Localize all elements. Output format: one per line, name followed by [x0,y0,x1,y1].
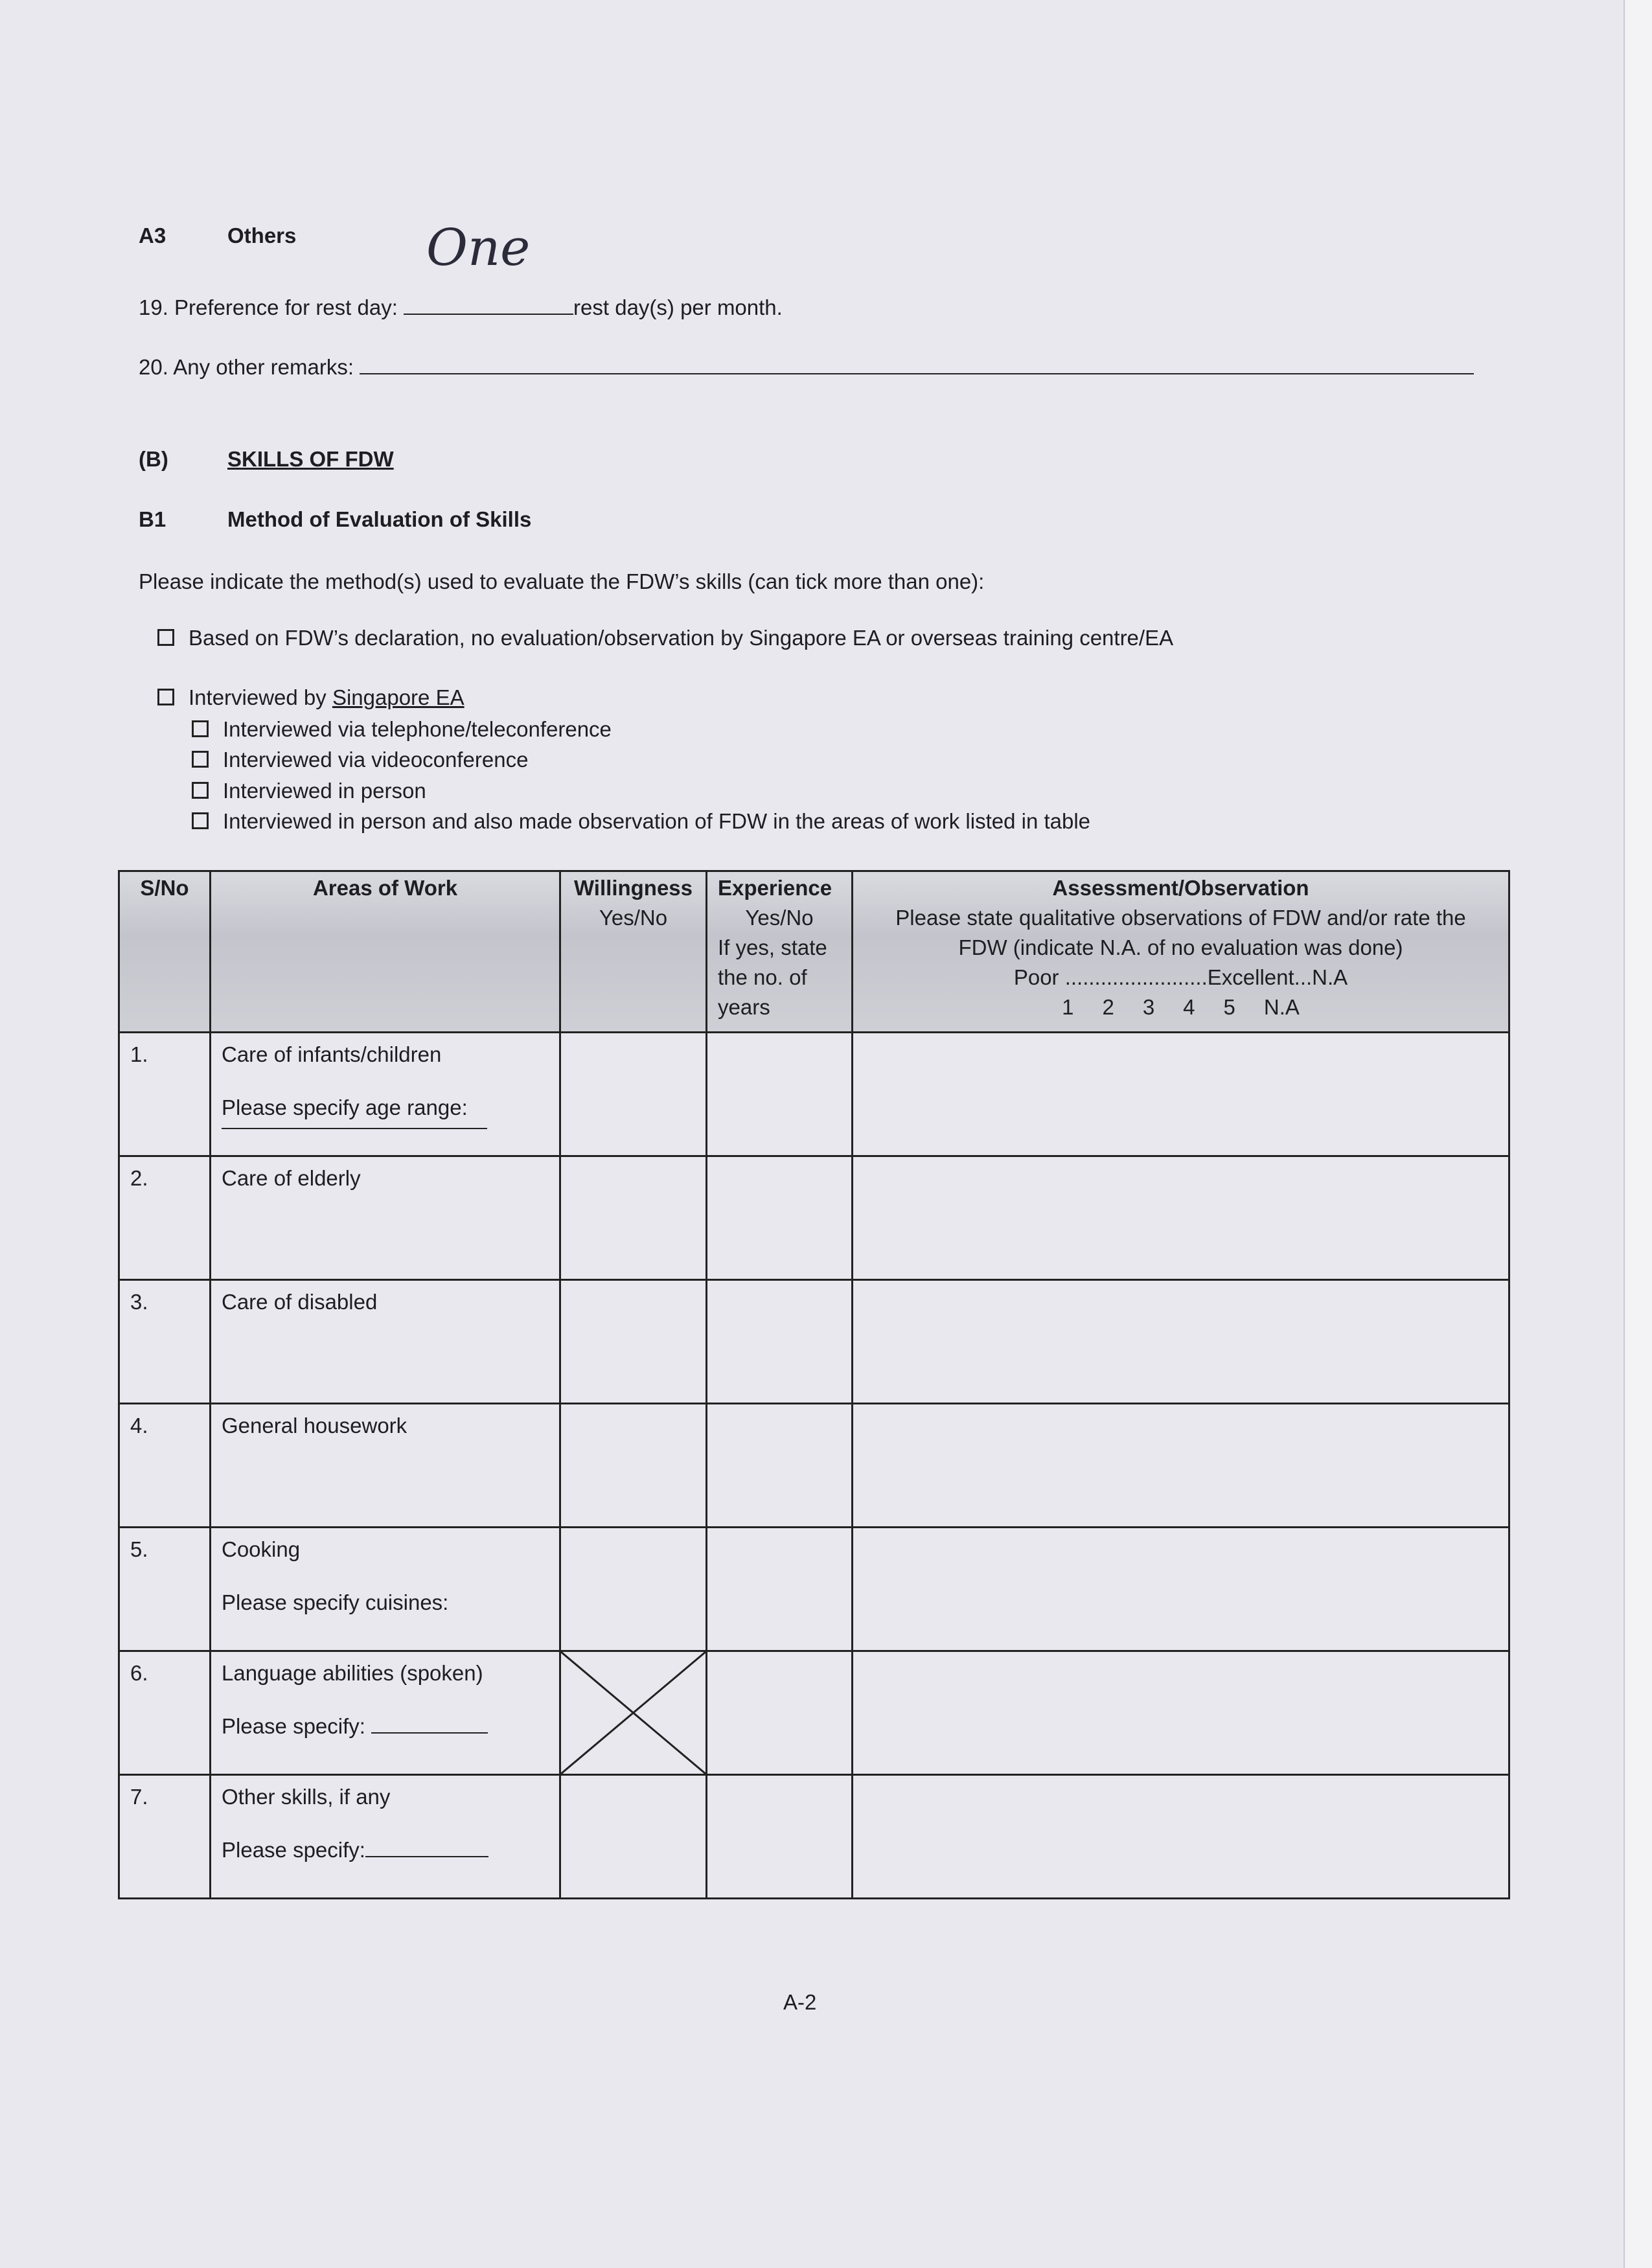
willingness-cell[interactable] [560,1033,707,1156]
assessment-cell[interactable] [853,1775,1509,1899]
interviewed-checkbox[interactable] [157,689,174,705]
rating-scale: 1 2 3 4 5 N.A [1062,995,1300,1019]
experience-cell[interactable] [707,1651,853,1775]
option-interviewed[interactable] [157,685,465,710]
header-areas: Areas of Work [211,871,560,1033]
section-b-title: SKILLS OF FDW [227,447,394,471]
area-of-work: Cooking Please specify cuisines: [211,1528,560,1651]
area-of-work: General housework [211,1404,560,1528]
sub-option-in-person-observation[interactable] [192,809,1090,834]
row-number: 2. [119,1156,211,1280]
willingness-cell[interactable] [560,1280,707,1404]
row-number: 5. [119,1528,211,1651]
assessment-cell[interactable] [853,1528,1509,1651]
assessment-cell[interactable] [853,1033,1509,1156]
page-edge [1623,0,1652,2268]
table-row [119,1651,1509,1775]
experience-cell[interactable] [707,1033,853,1156]
declaration-label: Based on FDW’s declaration, no evaluation/observation by Singapore EA or overseas training centre/EA [189,626,1174,650]
sub-option-label: Interviewed via telephone/teleconference [223,717,612,741]
rest-day-handwritten-answer: One [426,219,531,277]
header-experience: Experience Yes/No If yes, state the no. of years [707,871,853,1033]
row-number: 4. [119,1404,211,1528]
experience-cell[interactable] [707,1404,853,1528]
area-of-work: Care of disabled [211,1280,560,1404]
section-a3-code: A3 [139,223,166,247]
area-of-work: Language abilities (spoken) Please specify: [211,1651,560,1775]
declaration-checkbox[interactable] [157,629,174,646]
area-of-work: Care of elderly [211,1156,560,1280]
remarks-question [139,355,1474,380]
row-number: 7. [119,1775,211,1899]
willingness-cell-crossed [560,1651,707,1775]
assessment-cell[interactable] [853,1156,1509,1280]
sub-option-label: Interviewed in person [223,779,426,803]
experience-cell[interactable] [707,1775,853,1899]
area-of-work: Care of infants/children Please specify age range: [211,1033,560,1156]
sub-option-label: Interviewed in person and also made observation of FDW in the areas of work listed in table [223,809,1091,833]
willingness-cell[interactable] [560,1775,707,1899]
section-a3-title: Others [227,223,297,247]
observation-checkbox[interactable] [192,812,209,829]
header-assessment: Assessment/Observation Please state qualitative observations of FDW and/or rate the FDW (indicate N.A. of no evaluation was done) Poor ........................Excellent...N.A 1 2 3 4 5 N.A [853,871,1509,1033]
experience-cell[interactable] [707,1156,853,1280]
remarks-blank[interactable] [360,373,1474,374]
row-number: 6. [119,1651,211,1775]
table-row [119,1156,1509,1280]
age-range-blank[interactable] [222,1128,487,1129]
evaluation-instruction: Please indicate the method(s) used to evaluate the FDW’s skills (can tick more than one): [139,569,985,593]
remarks-label: 20. Any other remarks: [139,355,354,379]
in-person-checkbox[interactable] [192,782,209,799]
assessment-cell[interactable] [853,1404,1509,1528]
sub-option-label: Interviewed via videoconference [223,748,529,772]
interviewed-label: Interviewed by [189,685,332,709]
assessment-cell[interactable] [853,1651,1509,1775]
willingness-cell[interactable] [560,1528,707,1651]
sub-option-in-person[interactable] [192,779,426,803]
sub-option-telephone[interactable] [192,717,612,742]
experience-cell[interactable] [707,1280,853,1404]
assessment-cell[interactable] [853,1280,1509,1404]
sub-option-videoconference[interactable] [192,748,528,772]
willingness-cell[interactable] [560,1156,707,1280]
section-b1-code: B1 [139,507,166,531]
language-blank[interactable] [371,1732,488,1734]
rest-day-suffix: rest day(s) per month. [573,295,783,319]
header-sno: S/No [119,871,211,1033]
header-willingness: Willingness Yes/No [560,871,707,1033]
experience-cell[interactable] [707,1528,853,1651]
table-row [119,1528,1509,1651]
willingness-cell[interactable] [560,1404,707,1528]
area-of-work: Other skills, if any Please specify: [211,1775,560,1899]
telephone-checkbox[interactable] [192,720,209,737]
row-number: 3. [119,1280,211,1404]
section-b-code: (B) [139,447,168,471]
row-number: 1. [119,1033,211,1156]
option-declaration[interactable] [157,626,1173,650]
videoconference-checkbox[interactable] [192,751,209,768]
rest-day-label: 19. Preference for rest day: [139,295,398,319]
table-header-row [119,871,1509,1033]
interviewed-singapore-ea: Singapore EA [332,685,465,709]
table-row [119,1280,1509,1404]
rest-day-blank[interactable] [404,314,573,315]
rest-day-question [139,295,783,320]
table-row [119,1404,1509,1528]
table-row [119,1033,1509,1156]
table-row [119,1775,1509,1899]
cross-out-mark [561,1652,706,1774]
page-number: A-2 [783,1990,817,2014]
section-b1-title: Method of Evaluation of Skills [227,507,532,531]
other-skills-blank[interactable] [365,1856,488,1857]
skills-table [118,870,1510,1899]
